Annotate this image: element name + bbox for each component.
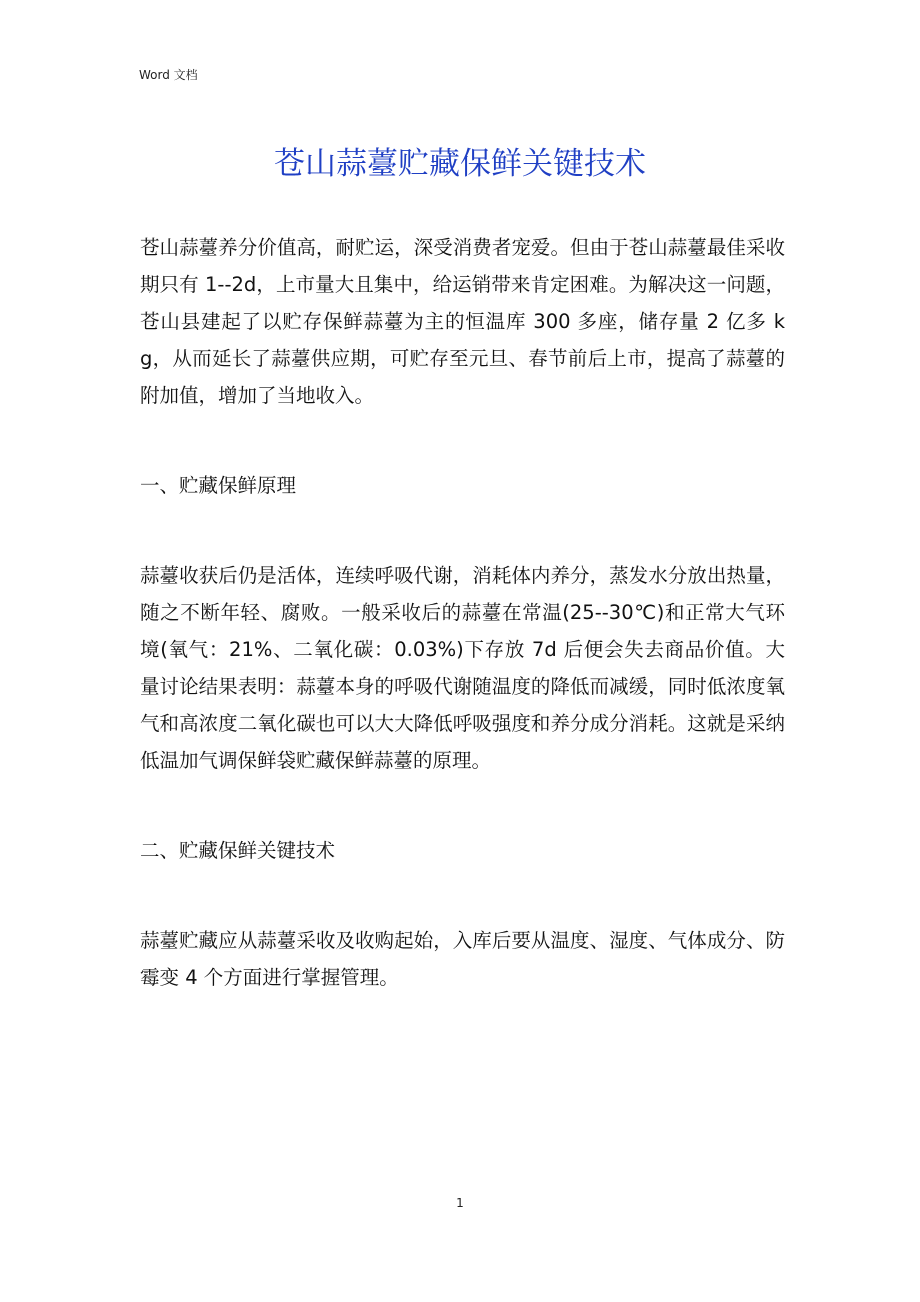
paragraph-spacer xyxy=(140,414,785,467)
section-body-principle: 蒜薹收获后仍是活体，连续呼吸代谢，消耗体内养分，蒸发水分放出热量，随之不断年轻、腐败。一般采收后的蒜薹在常温(25--30℃)和正常大气环境(氧气：21%、二氧化碳：0.03%)下存放 7d 后便会失去商品价值。大量讨论结果表明：蒜薹本身的呼吸代谢随温度的降低而减缓，同时低浓度氧气和高浓度二氧化碳也可以大大降低呼吸强度和养分成分消耗。这就是采纳低温加气调保鲜袋贮藏保鲜蒜薹的原理。 xyxy=(140,564,785,772)
paragraph-spacer xyxy=(140,869,785,922)
section-body-key-techniques: 蒜薹贮藏应从蒜薹采收及收购起始，入库后要从温度、湿度、气体成分、防霉变 4 个方面进行掌握管理。 xyxy=(140,929,785,989)
intro-paragraph: 苍山蒜薹养分价值高，耐贮运，深受消费者宠爱。但由于苍山蒜薹最佳采收期只有 1--2d，上市量大且集中，给运销带来肯定困难。为解决这一问题，苍山县建起了以贮存保鲜蒜薹为主的恒温库 300 多座，储存量 2 亿多 kg，从而延长了蒜薹供应期，可贮存至元旦、春节前后上市，提高了蒜薹的附加值，增加了当地收入。 xyxy=(140,236,785,407)
paragraph-spacer xyxy=(140,779,785,832)
paragraph-spacer xyxy=(140,504,785,557)
document-title: 苍山蒜薹贮藏保鲜关键技术 xyxy=(274,146,646,182)
section-heading-principle: 一、贮藏保鲜原理 xyxy=(140,474,297,497)
document-body xyxy=(140,229,785,996)
page-number: 1 xyxy=(456,1196,464,1210)
document-header-label: Word 文档 xyxy=(139,68,198,82)
section-heading-key-techniques: 二、贮藏保鲜关键技术 xyxy=(140,839,336,862)
